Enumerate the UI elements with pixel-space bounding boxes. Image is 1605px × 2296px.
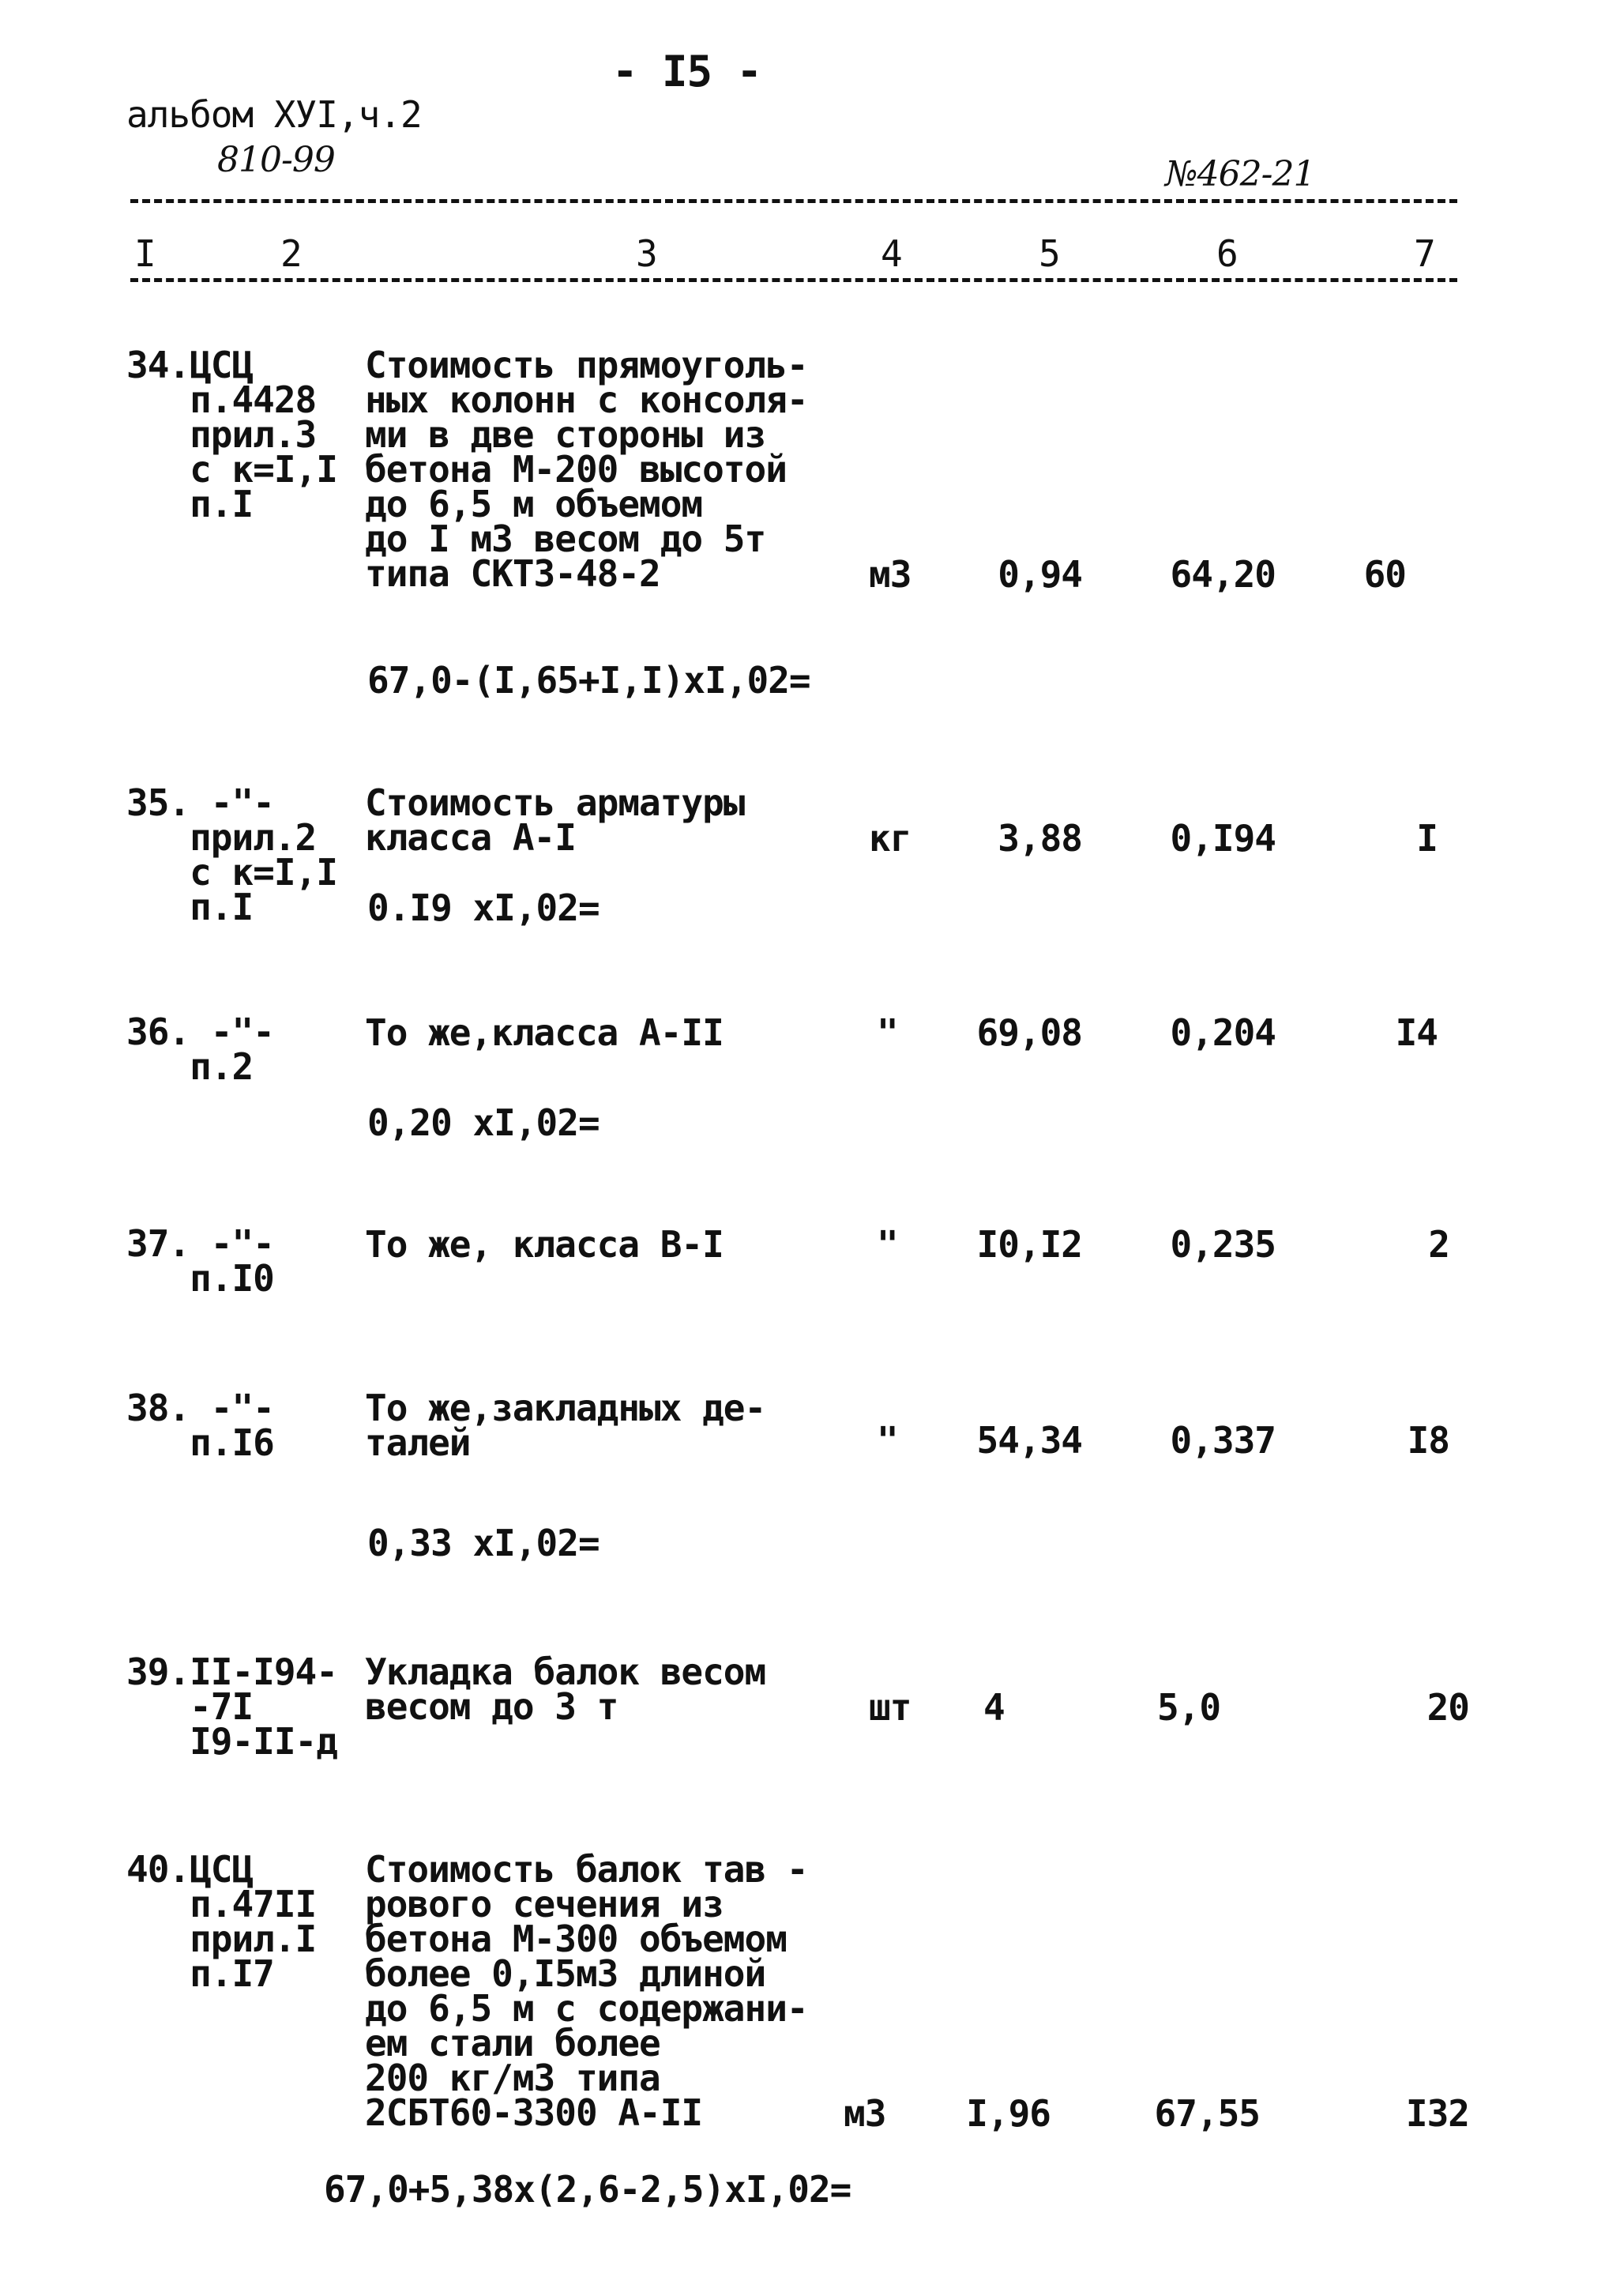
- row-quantity: I,96: [966, 2092, 1051, 2135]
- row-total: I4: [1395, 1011, 1438, 1054]
- row-description: Стоимость прямоуголь- ных колонн с консоля- ми в две стороны из бетона М-200 высотой до 6,5 м объемом до I м3 весом до 5т типа СКТ3-48-2: [365, 344, 808, 595]
- row-description: Укладка балок весом весом до 3 т: [365, 1650, 766, 1728]
- row-price: 67,55: [1154, 2092, 1260, 2135]
- row-calc: 67,0+5,38х(2,6-2,5)хI,02=: [324, 2168, 851, 2211]
- page-number: - I5 -: [612, 47, 762, 96]
- row-quantity: I0,I2: [976, 1223, 1082, 1266]
- row-price: 0,235: [1170, 1223, 1276, 1266]
- album-note: 810-99: [217, 140, 335, 180]
- row-description: То же,закладных де- талей: [365, 1387, 766, 1464]
- row-price: 64,20: [1170, 553, 1276, 596]
- row-total: 60: [1363, 553, 1406, 596]
- row-unit: м3: [844, 2092, 886, 2135]
- row-ref: 37. -"- п.I0: [126, 1222, 274, 1300]
- header-divider-top: [130, 199, 1457, 203]
- row-calc: 0.I9 хI,02=: [367, 886, 600, 929]
- row-unit: ": [877, 1223, 898, 1266]
- row-price: 0,204: [1170, 1011, 1276, 1054]
- row-total: I: [1416, 817, 1438, 860]
- row-unit: ": [877, 1419, 898, 1462]
- row-calc: 0,33 хI,02=: [367, 1522, 600, 1564]
- row-calc: 0,20 хI,02=: [367, 1101, 600, 1144]
- row-quantity: 3,88: [998, 817, 1082, 860]
- column-number-6: 6: [1216, 232, 1238, 275]
- row-quantity: 4: [983, 1686, 1005, 1729]
- row-ref: 35. -"- прил.2 с к=I,I п.I: [126, 781, 337, 928]
- row-ref: 40.ЦСЦ п.47II прил.I п.I7: [126, 1848, 317, 1995]
- row-description: То же, класса В-I: [365, 1223, 724, 1266]
- row-price: 0,I94: [1170, 817, 1276, 860]
- row-price: 5,0: [1157, 1686, 1221, 1729]
- row-price: 0,337: [1170, 1419, 1276, 1462]
- row-ref: 38. -"- п.I6: [126, 1387, 274, 1464]
- row-total: I8: [1407, 1419, 1449, 1462]
- column-number-1: I: [134, 232, 156, 275]
- row-quantity: 69,08: [976, 1011, 1082, 1054]
- row-unit: ": [877, 1011, 898, 1054]
- column-number-5: 5: [1039, 232, 1060, 275]
- row-unit: м3: [869, 553, 912, 596]
- column-number-7: 7: [1414, 232, 1435, 275]
- row-description: Стоимость балок тав - рового сечения из бетона М-300 объемом более 0,I5м3 длиной до 6,5 м с содержани- ем стали более 200 кг/м3 типа 2СБТ60-3300 А-II: [365, 1848, 808, 2134]
- doc-number: №462-21: [1165, 154, 1315, 194]
- row-total: 20: [1426, 1686, 1469, 1729]
- row-unit: шт: [869, 1686, 912, 1729]
- row-calc: 67,0-(I,65+I,I)хI,02=: [367, 659, 810, 702]
- row-unit: кг: [869, 817, 912, 860]
- header-divider-bottom: [130, 278, 1457, 282]
- row-quantity: 54,34: [976, 1419, 1082, 1462]
- row-description: То же,класса А-II: [365, 1011, 724, 1054]
- row-total: I32: [1405, 2092, 1469, 2135]
- column-number-4: 4: [881, 232, 902, 275]
- album-label: альбом ХУI,ч.2: [126, 93, 422, 136]
- row-ref: 39.II-I94- -7I I9-II-д: [126, 1650, 337, 1763]
- row-total: 2: [1428, 1223, 1449, 1266]
- row-description: Стоимость арматуры класса А-I: [365, 781, 745, 859]
- row-quantity: 0,94: [998, 553, 1082, 596]
- row-ref: 36. -"- п.2: [126, 1011, 274, 1088]
- column-number-2: 2: [280, 232, 302, 275]
- column-number-3: 3: [636, 232, 657, 275]
- row-ref: 34.ЦСЦ п.4428 прил.3 с к=I,I п.I: [126, 344, 337, 525]
